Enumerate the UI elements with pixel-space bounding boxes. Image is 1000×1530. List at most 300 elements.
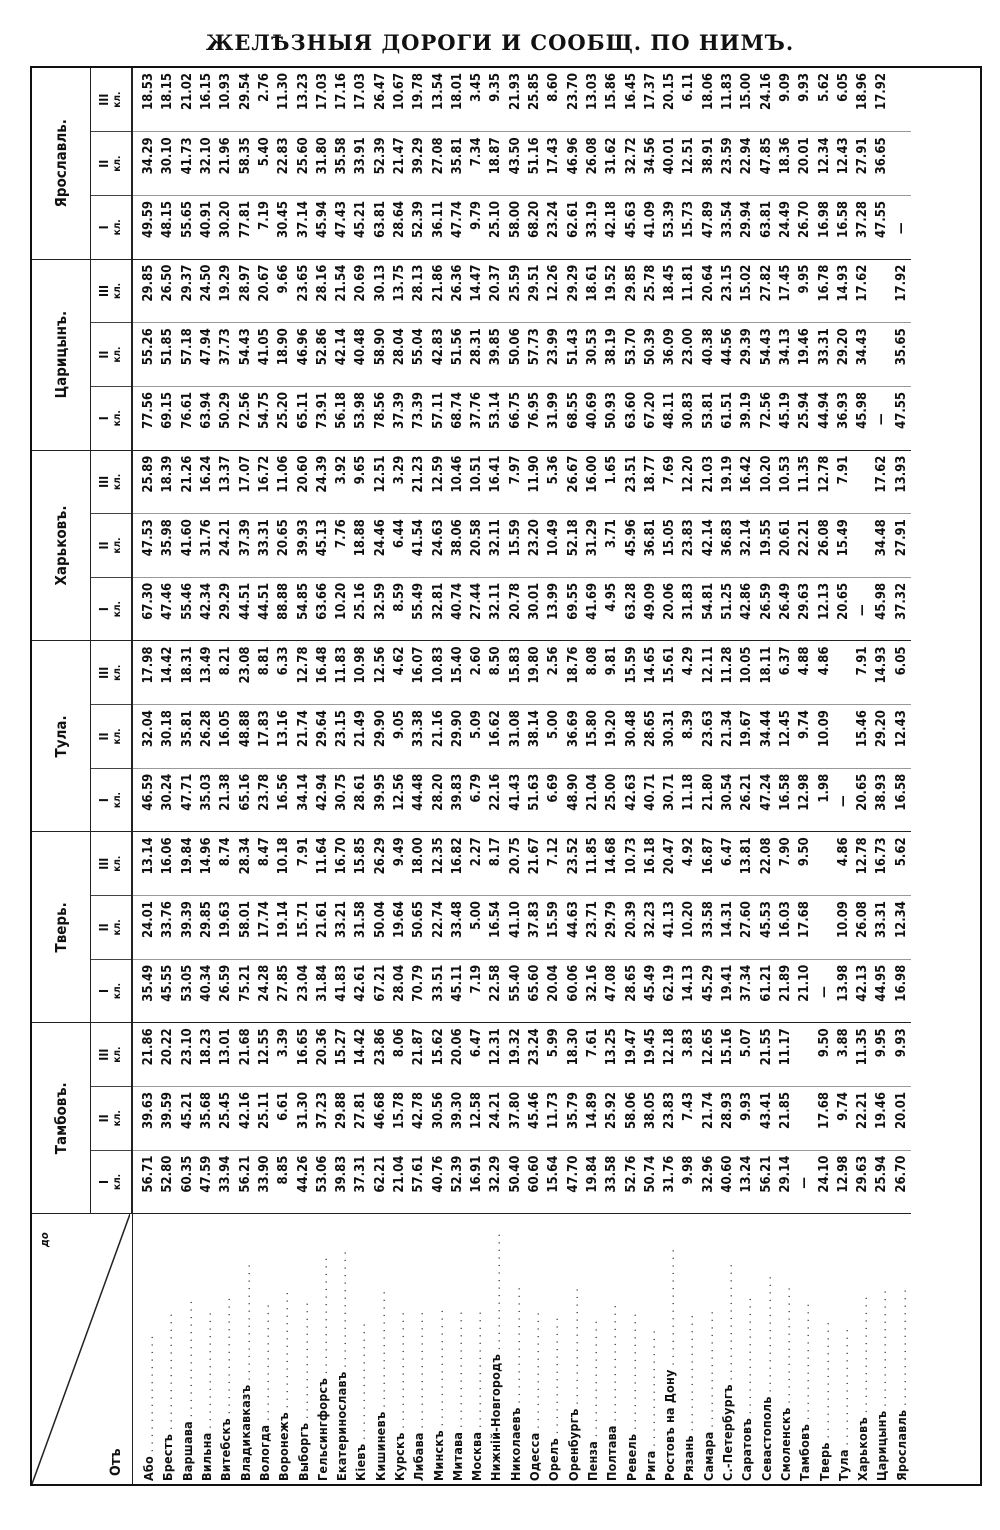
fare-cell: 36.69 [564,705,583,769]
dest-header: Тверь. [32,832,91,1023]
fare-cell: 20.75 [506,832,525,896]
fare-cell: 10.20 [332,577,351,641]
fare-cell: 25.45 [216,1086,235,1150]
fare-cell: 23.63 [699,705,718,769]
fare-cell: 9.93 [892,1023,911,1087]
fare-cell: 8.85 [274,1150,293,1214]
city-cell [313,1214,332,1484]
fare-cell: 8.06 [390,1023,409,1087]
leader-dots: . . . . . . . . . . . . . . . . [816,1321,832,1443]
fare-cell: 38.05 [641,1086,660,1150]
fare-cell: 15.83 [506,641,525,705]
fare-cell: 17.43 [544,132,563,196]
fare-cell: 65.60 [525,959,544,1023]
leader-dots: . . . . . . . . . . . . . . . . [623,1313,639,1434]
class-label: II [97,1114,111,1123]
fare-cell: 65.16 [235,768,254,832]
fare-cell: 38.19 [602,323,621,387]
fare-cell: 52.18 [564,514,583,578]
fare-cell: 58.00 [506,196,525,260]
fare-cell: 21.67 [525,832,544,896]
fare-cell: 42.86 [737,577,756,641]
fare-cell: 12.98 [795,768,814,832]
fare-cell: 25.16 [351,577,370,641]
fare-cell: 47.70 [564,1150,583,1214]
fare-cell: 17.92 [892,259,911,323]
fare-cell: 7.76 [332,514,351,578]
fare-cell: 28.04 [390,323,409,387]
fare-cell [795,1086,814,1150]
fare-cell: 42.94 [313,768,332,832]
class-header [91,196,133,260]
fare-cell [834,641,853,705]
fare-cell: 14.96 [197,832,216,896]
fare-cell: 54.43 [757,323,776,387]
fare-cell: 19.47 [621,1023,640,1087]
leader-dots: . . . . . . . . . . . . . . . . [527,1311,543,1433]
fare-cell: 26.59 [757,577,776,641]
city-cell [197,1214,216,1484]
fare-cell: 12.51 [371,450,390,514]
leader-dots: . . . . . . . . . . . . . . . . [199,1311,215,1433]
fare-cell: 18.96 [853,68,872,132]
fare-cell: 20.69 [351,259,370,323]
leader-dots: . . . . . . . . . . . . . . . . [739,1297,755,1419]
fare-cell: 45.98 [872,577,891,641]
fare-cell: 30.10 [158,132,177,196]
fare-cell: 18.45 [660,259,679,323]
fare-cell: 15.27 [332,1023,351,1087]
fare-cell: 58.06 [621,1086,640,1150]
fare-cell: 31.62 [602,132,621,196]
fare-cell: 21.96 [216,132,235,196]
fare-cell: 11.85 [583,832,602,896]
fare-cell [872,259,891,323]
fare-cell: 50.39 [641,323,660,387]
fare-cell: 7.19 [255,196,274,260]
fare-cell: 50.06 [506,323,525,387]
fare-cell: 44.48 [409,768,428,832]
fare-cell: 4.62 [390,641,409,705]
fare-cell: 9.50 [795,832,814,896]
fare-cell: 20.65 [274,514,293,578]
fare-cell: 32.16 [583,959,602,1023]
fare-cell: 29.85 [132,259,158,323]
fare-cell: 11.73 [544,1086,563,1150]
fare-cell: 10.67 [390,68,409,132]
fare-cell: 32.04 [132,705,158,769]
fare-cell: 37.80 [506,1086,525,1150]
city-cell [409,1214,428,1484]
fare-cell: 12.78 [293,641,312,705]
fare-cell: 19.78 [409,68,428,132]
table-row [332,68,351,1484]
fare-cell: 9.93 [737,1086,756,1150]
fare-cell: 6.79 [467,768,486,832]
fare-cell: 50.65 [409,896,428,960]
fare-cell: 11.06 [274,450,293,514]
fare-cell: 11.35 [853,1023,872,1087]
class-unit: кл. [112,346,123,363]
fare-cell: 8.39 [679,705,698,769]
class-label: II [97,541,111,550]
fare-cell: 12.26 [544,259,563,323]
fare-cell: 19.20 [602,705,621,769]
fare-cell: — [795,1150,814,1214]
table-row [448,68,467,1484]
fare-cell: 20.65 [834,577,853,641]
fare-cell: 37.73 [216,323,235,387]
fare-cell: 32.10 [197,132,216,196]
fare-cell: 12.59 [428,450,447,514]
fare-cell: 33.19 [583,196,602,260]
fare-cell: 35.58 [332,132,351,196]
fare-cell: 67.21 [371,959,390,1023]
fare-cell: 32.81 [428,577,447,641]
city-cell [679,1214,698,1484]
class-unit: кл. [112,728,123,745]
fare-cell: 13.16 [274,705,293,769]
city-name: Тамбовъ [797,1423,813,1481]
leader-dots: . . . . . . . . . . . . . . . . [700,1310,716,1432]
city-name: Саратовъ [739,1418,755,1481]
city-cell [795,1214,814,1484]
fare-cell: 20.06 [448,1023,467,1087]
fare-cell: 17.98 [132,641,158,705]
to-label: до [38,1232,51,1248]
fare-cell: 14.31 [718,896,737,960]
fare-cell: 30.48 [621,705,640,769]
fare-cell: 7.69 [660,450,679,514]
fare-cell: 33.31 [872,896,891,960]
fare-cell: 16.18 [641,832,660,896]
fare-cell: 19.63 [216,896,235,960]
fare-cell: 72.56 [757,386,776,450]
city-name: Воронежъ [276,1412,292,1481]
fare-cell: 12.45 [776,705,795,769]
fare-cell: 6.11 [679,68,698,132]
fare-cell: 5.99 [544,1023,563,1087]
fare-cell: 33.31 [814,323,833,387]
fare-cell: 22.16 [486,768,505,832]
fare-cell: 60.06 [564,959,583,1023]
fare-cell: 8.60 [544,68,563,132]
fare-cell: 39.29 [409,132,428,196]
fare-cell: 48.11 [660,386,679,450]
fare-cell: 40.48 [351,323,370,387]
fare-cell: 34.14 [293,768,312,832]
fare-cell: 27.08 [428,132,447,196]
fare-cell: 50.40 [506,1150,525,1214]
fare-cell: 55.40 [506,959,525,1023]
fare-cell: 47.89 [699,196,718,260]
rotated-table-container [32,68,980,1484]
fare-cell: 11.64 [313,832,332,896]
leader-dots: . . . . . . . . . . . . . . . . [546,1317,562,1439]
fare-cell: 54.85 [293,577,312,641]
class-header [91,450,133,514]
fare-cell: 18.90 [274,323,293,387]
fare-cell: 56.21 [235,1150,254,1214]
fare-cell: 21.93 [506,68,525,132]
class-label: II [97,350,111,359]
fare-cell: 35.81 [178,705,197,769]
fare-cell: 30.75 [332,768,351,832]
fare-cell: 13.93 [892,450,911,514]
fare-cell: 7.91 [853,641,872,705]
fare-cell: 18.15 [158,68,177,132]
fare-cell: 30.54 [718,768,737,832]
fare-cell: 37.34 [737,959,756,1023]
fare-cell: 28.97 [235,259,254,323]
fare-cell: 5.09 [467,705,486,769]
leader-dots: . . . . . . . . . . . . . . . . [237,1264,253,1385]
fare-cell: 45.29 [699,959,718,1023]
fare-cell: 29.63 [795,577,814,641]
table-corner [32,1214,132,1484]
fare-cell: 39.95 [371,768,390,832]
fare-cell: 43.50 [506,132,525,196]
fare-cell: 47.46 [158,577,177,641]
fare-cell: 12.55 [255,1023,274,1087]
fare-cell: 21.86 [428,259,447,323]
city-cell [892,1214,911,1484]
city-cell [467,1214,486,1484]
table-row [776,68,795,1484]
class-unit: кл. [112,855,123,872]
fare-cell: 19.46 [795,323,814,387]
page-title: ЖЕЛѢЗНЫЯ ДОРОГИ И СООБЩ. ПО НИМЪ. [205,30,795,55]
fare-cell: 16.62 [486,705,505,769]
fare-cell: 42.63 [621,768,640,832]
fare-cell: 36.83 [718,514,737,578]
fare-cell: 47.55 [892,386,911,450]
fare-cell: 57.11 [428,386,447,450]
fare-cell: 13.54 [428,68,447,132]
fare-cell: 22.58 [486,959,505,1023]
fare-cell: 26.70 [795,196,814,260]
fare-cell: 26.08 [814,514,833,578]
fare-cell: 67.30 [132,577,158,641]
fare-cell: 6.33 [274,641,293,705]
fare-cell: 27.91 [892,514,911,578]
class-header [91,1023,133,1087]
table-row [757,68,776,1484]
fare-cell: 47.85 [757,132,776,196]
fare-cell: 15.00 [737,68,756,132]
fare-cell: 15.16 [718,1023,737,1087]
fare-cell: 31.76 [660,1150,679,1214]
city-cell [641,1214,660,1484]
fare-cell: 11.35 [795,450,814,514]
city-name: Оренбургъ [565,1408,581,1481]
city-name: Курскъ [392,1432,407,1481]
city-cell [834,1214,853,1484]
fare-cell: 47.53 [132,514,158,578]
fare-cell: 14.47 [467,259,486,323]
fare-cell: 42.78 [409,1086,428,1150]
fare-cell: 50.29 [216,386,235,450]
fare-cell: 9.98 [679,1150,698,1214]
fare-cell: 16.58 [776,768,795,832]
fare-cell: 24.28 [255,959,274,1023]
class-label: II [97,159,111,168]
fare-cell: 27.44 [467,577,486,641]
fare-cell: 55.49 [409,577,428,641]
fare-cell: 29.90 [371,705,390,769]
city-name: Либава [411,1432,427,1481]
fare-cell: 13.37 [216,450,235,514]
fare-cell: 21.04 [390,1150,409,1214]
table-row [197,68,216,1484]
fare-cell: 25.60 [293,132,312,196]
fare-cell: 20.04 [544,959,563,1023]
fare-cell: 11.30 [274,68,293,132]
fare-cell: 21.61 [313,896,332,960]
fare-cell: 11.17 [776,1023,795,1087]
fare-cell [795,1023,814,1087]
fare-cell: 40.76 [428,1150,447,1214]
fare-cell: 45.55 [158,959,177,1023]
fare-cell: 57.18 [178,323,197,387]
dest-header: Тула. [32,641,91,832]
fare-cell [872,323,891,387]
fare-cell: 58.35 [235,132,254,196]
fare-cell: 8.17 [486,832,505,896]
fare-cell: 20.78 [506,577,525,641]
fare-cell: 12.43 [834,132,853,196]
class-unit: кл. [112,91,123,108]
fare-cell: 25.94 [795,386,814,450]
fare-cell: 6.44 [390,514,409,578]
fare-cell: 40.60 [718,1150,737,1214]
class-label: II [97,923,111,932]
class-unit: кл. [112,601,123,618]
fare-cell: 21.10 [795,959,814,1023]
fare-cell: 12.58 [467,1086,486,1150]
city-cell [371,1214,390,1484]
fare-cell: 23.83 [660,1086,679,1150]
leader-dots: . . . . . . . . . . . . . . . . [218,1297,234,1419]
city-cell [621,1214,640,1484]
class-header [91,896,133,960]
fare-cell: 23.15 [332,705,351,769]
fare-cell: 16.41 [486,450,505,514]
fare-cell: 39.85 [486,323,505,387]
fare-cell: 16.91 [467,1150,486,1214]
fare-cell: 33.58 [699,896,718,960]
fare-cell: 23.71 [583,896,602,960]
fare-cell: 17.62 [872,450,891,514]
leader-dots: . . . . . . . . . . . . . . . . [604,1304,620,1426]
fare-cell: 9.49 [390,832,409,896]
fare-cell: 63.66 [313,577,332,641]
class-label: III [97,93,111,106]
fare-cell: 11.81 [679,259,698,323]
fare-cell: 53.70 [621,323,640,387]
fare-cell: 29.64 [313,705,332,769]
fare-cell: 13.81 [737,832,756,896]
fare-cell: 4.29 [679,641,698,705]
fare-cell [814,832,833,896]
fare-cell: 21.85 [776,1086,795,1150]
fare-cell: 27.85 [274,959,293,1023]
city-name: Одесса [527,1432,543,1481]
fare-cell: 4.88 [795,641,814,705]
fare-cell: 9.95 [872,1023,891,1087]
fare-cell: 54.43 [235,323,254,387]
fare-cell: 21.87 [409,1023,428,1087]
fare-cell: 46.59 [132,768,158,832]
fare-cell: 38.06 [448,514,467,578]
fare-cell: 13.24 [737,1150,756,1214]
fare-cell: 10.18 [274,832,293,896]
fare-cell: 23.24 [544,196,563,260]
fare-cell: 53.81 [699,386,718,450]
fare-cell: 9.81 [602,641,621,705]
fare-cell: 21.34 [718,705,737,769]
fare-cell: 34.13 [776,323,795,387]
fare-cell: 3.88 [834,1023,853,1087]
fare-cell: 10.49 [544,514,563,578]
fare-cell: 14.42 [351,1023,370,1087]
fare-cell [853,450,872,514]
class-unit: кл. [112,1046,123,1063]
leader-dots: . . . . . . . . . . . . . . . . [392,1311,407,1433]
fare-cell: 68.55 [564,386,583,450]
class-header [91,323,133,387]
fare-cell: 17.62 [853,259,872,323]
class-label: III [97,857,111,870]
leader-dots: . . . . . . . . . . . . . . . . [758,1275,774,1397]
fare-cell: 63.94 [197,386,216,450]
class-unit: кл. [112,664,123,681]
fare-cell: 14.42 [158,641,177,705]
leader-dots: . . . . . . . . . . . . . . . . [469,1311,485,1432]
leader-dots: . . . . . . . . . . . . . . . . [681,1314,697,1436]
fare-cell: 13.98 [834,959,853,1023]
from-label: Отъ [107,1448,124,1476]
fare-cell: 27.81 [351,1086,370,1150]
city-name: Нижній-Новгородъ [488,1353,504,1481]
fare-cell: 40.01 [660,132,679,196]
city-name: Варшава [179,1421,195,1481]
fare-cell: 12.34 [892,896,911,960]
fare-cell: 21.03 [699,450,718,514]
fare-cell: 21.74 [293,705,312,769]
fare-cell: 16.78 [814,259,833,323]
fare-cell: 73.91 [313,386,332,450]
fare-cell: 51.63 [525,768,544,832]
city-name: Самара [700,1431,716,1481]
fare-cell: 52.76 [621,1150,640,1214]
fare-cell: 33.76 [158,896,177,960]
fare-cell: 32.59 [371,577,390,641]
fare-cell: 33.54 [718,196,737,260]
fare-cell: 7.61 [583,1023,602,1087]
city-cell [351,1214,370,1484]
city-cell [390,1214,409,1484]
fare-cell: 20.65 [853,768,872,832]
fare-cell: 37.23 [313,1086,332,1150]
city-name: Севастополь [758,1396,774,1481]
fare-cell: — [834,768,853,832]
fare-cell: 47.08 [602,959,621,1023]
fare-cell: 35.03 [197,768,216,832]
leader-dots: . . . . . . . . . . . . . . . . [430,1309,446,1431]
fare-cell: 21.55 [757,1023,776,1087]
fare-cell: 45.94 [313,196,332,260]
